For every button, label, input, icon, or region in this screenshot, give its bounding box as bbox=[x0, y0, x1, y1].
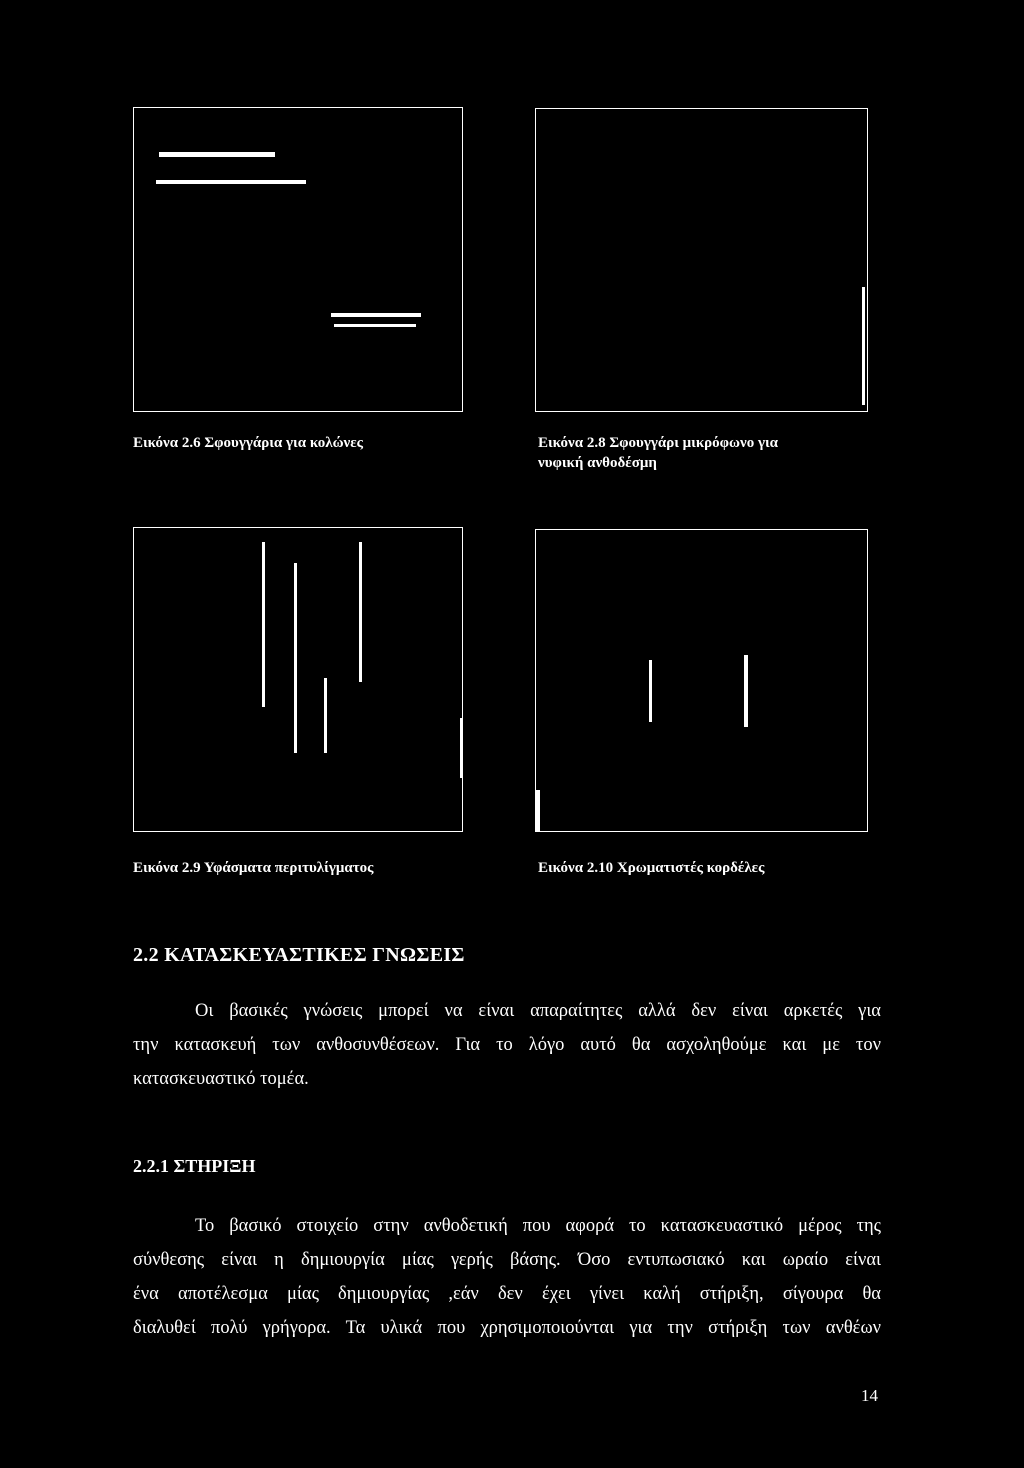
paragraph-line: σύνθεσης είναι η δημιουργία μίας γερής βάσης. Όσο εντυπωσιακό και ωραίο είναι bbox=[133, 1250, 881, 1270]
fabric-mark bbox=[324, 678, 327, 753]
sponge-mark bbox=[862, 287, 865, 405]
figure-2-9-caption: Εικόνα 2.9 Υφάσματα περιτυλίγματος bbox=[133, 860, 374, 876]
section-2-2-1-title: 2.2.1 ΣΤΗΡΙΞΗ bbox=[133, 1156, 256, 1176]
figure-2-6-caption: Εικόνα 2.6 Σφουγγάρια για κολώνες bbox=[133, 435, 363, 451]
sponge-mark bbox=[334, 324, 416, 327]
sponge-mark bbox=[159, 152, 275, 157]
paragraph-line: Οι βασικές γνώσεις μπορεί να είναι απαραίτητες αλλά δεν είναι αρκετές για bbox=[195, 1001, 881, 1021]
paragraph-line: ένα αποτέλεσμα μίας δημιουργίας ,εάν δεν έχει γίνει καλή στήριξη, σίγουρα θα bbox=[133, 1284, 881, 1304]
caption-line: Εικόνα 2.8 Σφουγγάρι μικρόφωνο για bbox=[538, 435, 778, 451]
fabric-mark bbox=[359, 542, 362, 682]
sponge-mark bbox=[156, 180, 306, 184]
ribbon-mark bbox=[536, 790, 540, 832]
section-2-2-title: 2.2 ΚΑΤΑΣΚΕΥΑΣΤΙΚΕΣ ΓΝΩΣΕΙΣ bbox=[133, 944, 465, 966]
figure-2-8-caption bbox=[538, 433, 778, 473]
fabric-mark bbox=[294, 563, 297, 753]
section-2-2-paragraph bbox=[133, 994, 881, 1096]
sponge-mark bbox=[331, 313, 421, 317]
figure-2-9-image bbox=[133, 527, 463, 832]
paragraph-line: Το βασικό στοιχείο στην ανθοδετική που αφορά το κατασκευαστικό μέρος της bbox=[195, 1216, 881, 1236]
paragraph-line: την κατασκευή των ανθοσυνθέσεων. Για το λόγο αυτό θα ασχοληθούμε και με τον bbox=[133, 1035, 881, 1055]
section-2-2-1-paragraph bbox=[133, 1209, 881, 1345]
paragraph-line: διαλυθεί πολύ γρήγορα. Τα υλικά που χρησιμοποιούνται για την στήριξη των ανθέων bbox=[133, 1318, 881, 1338]
ribbon-mark bbox=[744, 655, 748, 727]
page-number: 14 bbox=[861, 1386, 878, 1405]
figure-2-8-image bbox=[535, 108, 868, 412]
figure-2-10-caption: Εικόνα 2.10 Χρωματιστές κορδέλες bbox=[538, 860, 765, 876]
caption-line: νυφική ανθοδέσμη bbox=[538, 455, 657, 471]
fabric-mark bbox=[262, 542, 265, 707]
paragraph-line: κατασκευαστικό τομέα. bbox=[133, 1069, 309, 1089]
figure-2-6-image bbox=[133, 107, 463, 412]
figure-2-10-image bbox=[535, 529, 868, 832]
ribbon-mark bbox=[649, 660, 652, 722]
fabric-mark bbox=[460, 718, 463, 778]
